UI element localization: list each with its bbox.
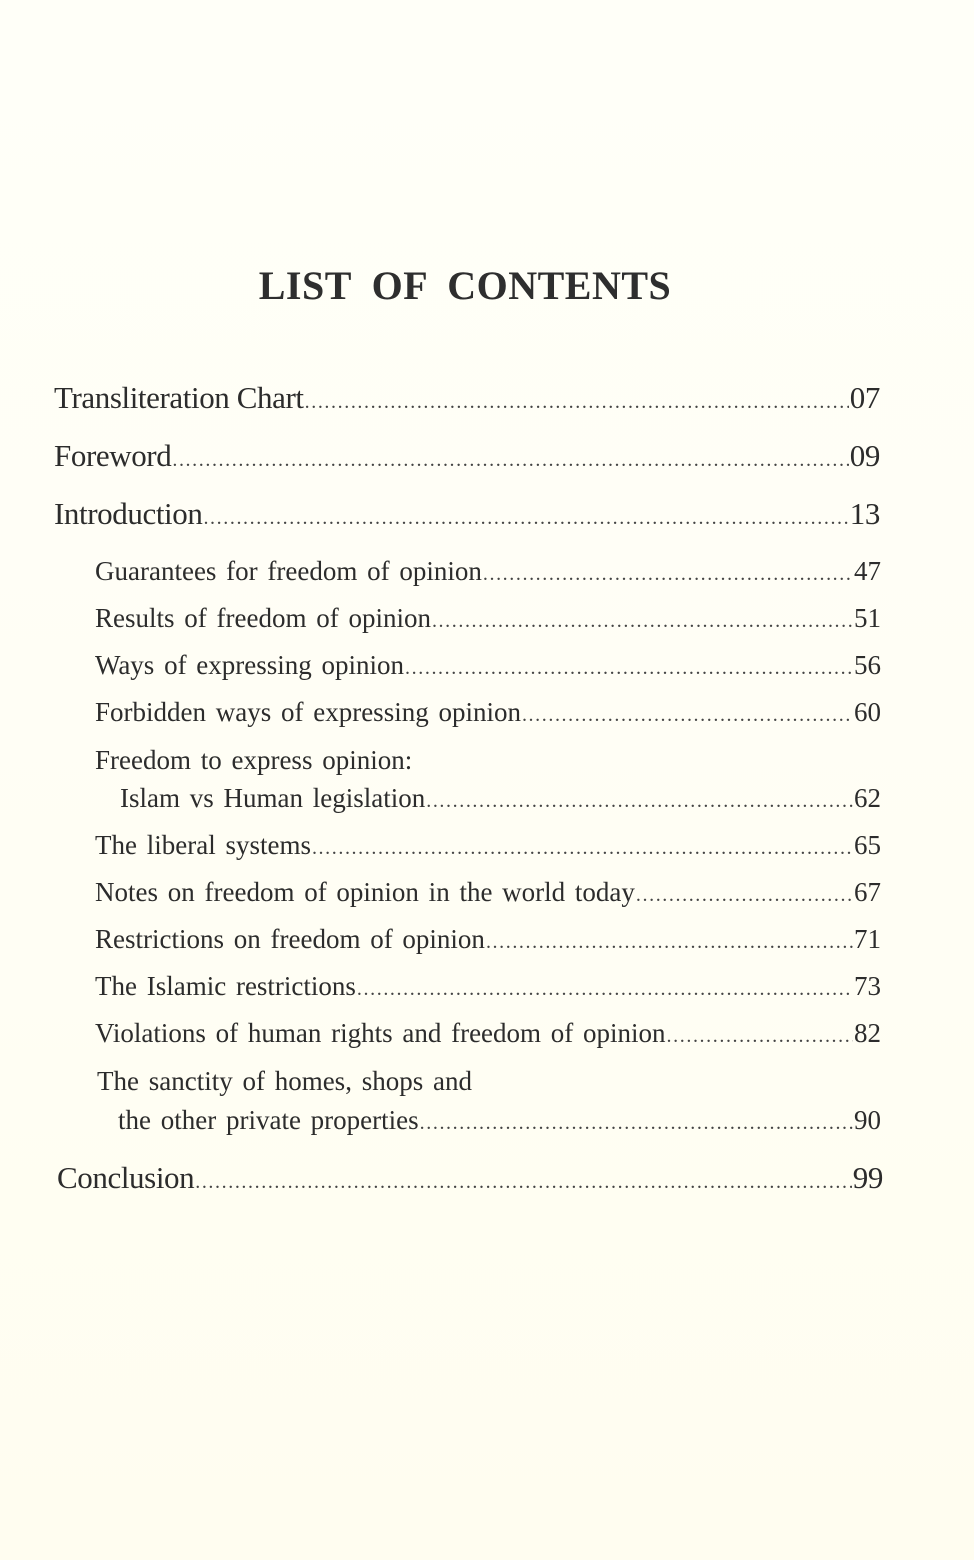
toc-entry-islamic-restrictions — [95, 971, 881, 1002]
toc-entry-foreword — [54, 438, 880, 474]
toc-entry-results — [95, 603, 881, 634]
toc-entry-introduction — [54, 496, 880, 532]
toc-page-number: 82 — [854, 1018, 881, 1048]
toc-entry-transliteration-chart — [54, 380, 880, 416]
toc-page-number: 51 — [854, 603, 881, 633]
toc-entry-ways — [95, 650, 881, 681]
toc-entry-restrictions — [95, 924, 881, 955]
toc-entry-freedom-line1: Freedom to express opinion: — [95, 745, 413, 775]
dot-leader — [420, 1112, 853, 1135]
toc-page-number: 56 — [854, 650, 881, 680]
toc-entry-label: Conclusion — [57, 1160, 195, 1195]
toc-entry-label: Introduction — [54, 496, 203, 531]
toc-entry-conclusion — [57, 1160, 883, 1196]
toc-entry-label: The liberal systems — [95, 830, 311, 860]
toc-entry-label: The Islamic restrictions — [95, 971, 356, 1001]
dot-leader — [432, 610, 853, 633]
toc-entry-label: Violations of human rights and freedom of opinion — [95, 1018, 666, 1048]
toc-page-number: 60 — [854, 697, 881, 727]
dot-leader — [203, 507, 848, 530]
dot-leader — [483, 563, 853, 586]
toc-page-number: 65 — [854, 830, 881, 860]
toc-page-number: 99 — [852, 1160, 883, 1195]
page-title: LIST OF CONTENTS — [258, 263, 672, 308]
toc-page-number: 47 — [854, 556, 881, 586]
toc-entry-label: Transliteration Chart — [54, 380, 304, 415]
toc-entry-label: Guarantees for freedom of opinion — [95, 556, 482, 586]
toc-entry-sanctity-line1: The sanctity of homes, shops and — [97, 1066, 472, 1096]
toc-page-number: 09 — [849, 438, 880, 473]
toc-entry-label: Foreword — [54, 438, 172, 473]
toc-entry-guarantees — [95, 556, 881, 587]
toc-page-number: 13 — [849, 496, 880, 531]
toc-entry-liberal-systems — [95, 830, 881, 861]
toc-page-number: 73 — [854, 971, 881, 1001]
dot-leader — [405, 657, 853, 680]
toc-page-number: 67 — [854, 877, 881, 907]
toc-entry-label: the other private properties — [118, 1105, 419, 1135]
toc-entry-label: Islam vs Human legislation — [120, 783, 426, 813]
dot-leader — [357, 978, 853, 1001]
toc-entry-label: Forbidden ways of expressing opinion — [95, 697, 521, 727]
toc-entry-forbidden-ways — [95, 697, 881, 728]
dot-leader — [486, 931, 853, 954]
toc-page-number: 71 — [854, 924, 881, 954]
toc-entry-label: Notes on freedom of opinion in the world today — [95, 877, 635, 907]
dot-leader — [426, 790, 853, 813]
toc-entry-private-properties — [118, 1105, 881, 1136]
dot-leader — [195, 1171, 852, 1194]
toc-entry-violations — [95, 1018, 881, 1049]
dot-leader — [667, 1025, 853, 1048]
toc-entry-notes — [95, 877, 881, 908]
dot-leader — [172, 449, 848, 472]
toc-page-number: 90 — [854, 1105, 881, 1135]
toc-page-number: 07 — [849, 380, 880, 415]
dot-leader — [312, 837, 853, 860]
dot-leader — [636, 884, 853, 907]
dot-leader — [305, 391, 849, 414]
dot-leader — [522, 704, 853, 727]
toc-page-number: 62 — [854, 783, 881, 813]
toc-entry-label: Restrictions on freedom of opinion — [95, 924, 485, 954]
toc-entry-label: Results of freedom of opinion — [95, 603, 431, 633]
toc-entry-islam-vs-human — [120, 783, 881, 814]
toc-entry-label: Ways of expressing opinion — [95, 650, 405, 680]
